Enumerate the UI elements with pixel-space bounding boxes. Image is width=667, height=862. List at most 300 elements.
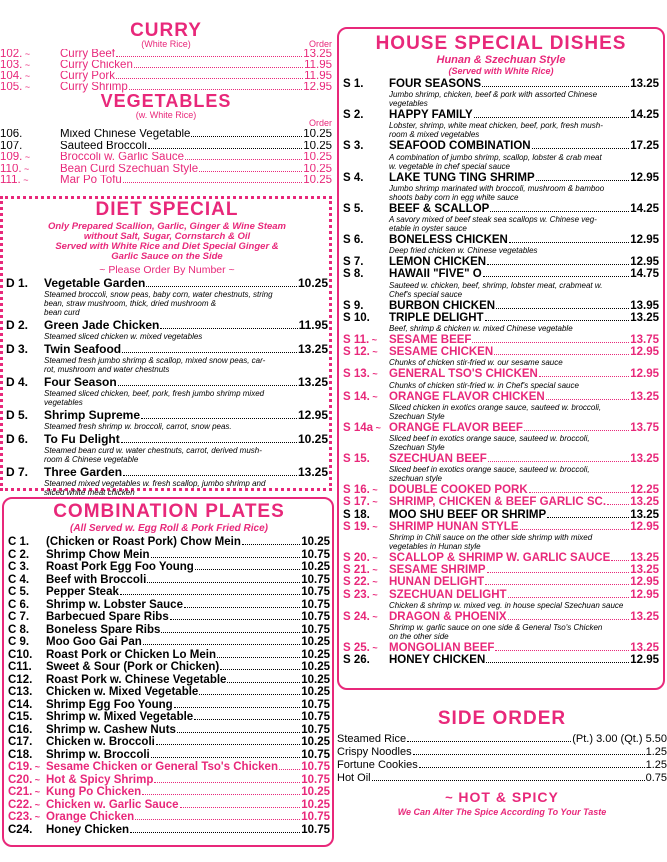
item-code-text: S 19. (343, 520, 370, 533)
item-price: 12.95 (630, 346, 659, 359)
menu-item-row (343, 642, 659, 654)
menu-item-row (6, 376, 328, 389)
desc-line: Steamed mixed vegetables w. fresh scallop, jumbo shrimp and (44, 479, 266, 488)
item-code-text: C 3. (8, 561, 30, 573)
item-price: 10.75 (301, 598, 330, 611)
menu-item-row (343, 109, 659, 121)
item-code (343, 334, 389, 346)
item-name: Shrimp Chow Mein (46, 548, 150, 561)
desc-line: Chicken & shrimp w. mixed veg. in house special Szechuan sauce (389, 600, 624, 610)
item-code (6, 319, 44, 331)
leader-dots (185, 159, 302, 160)
item-code-text: S 23. (343, 588, 370, 601)
item-code-text: S 10. (343, 311, 370, 324)
menu-item-row (343, 256, 659, 268)
item-price: 10.25 (301, 636, 330, 648)
item-price: 10.75 (301, 811, 330, 823)
desc-line: bean, straw mushroom, thick, dried mushroom & (44, 299, 217, 308)
item-code (343, 422, 389, 434)
menu-item-row (337, 746, 667, 759)
desc-line: Lobster, shrimp, white meat chicken, beef, pork, fresh mush- (389, 121, 603, 131)
menu-item-row (8, 549, 330, 562)
item-price: 1.25 (645, 759, 667, 771)
menu-item-row (343, 576, 659, 588)
desc-line: Steamed bean curd w. water chestnuts, carrot, derived mush- (44, 446, 262, 455)
item-code (343, 589, 389, 601)
item-name: MOO SHU BEEF OR SHRIMP (389, 508, 547, 521)
right-column (337, 0, 667, 862)
item-name: SHRIMP HUNAN STYLE (389, 520, 519, 533)
item-name: Shrimp Supreme (44, 409, 141, 422)
leader-dots (508, 597, 630, 598)
item-code-text: S 17. (343, 496, 370, 509)
menu-item-row (343, 589, 659, 601)
house-special-title: HOUSE SPECIAL DISHES (375, 33, 627, 54)
menu-item-row (343, 234, 659, 246)
item-name: Beef with Broccoli (46, 573, 147, 586)
order-label: Order (308, 118, 332, 128)
item-code-text: 105. (0, 82, 23, 93)
item-price: 10.25 (301, 686, 330, 698)
item-name: Pepper Steak (46, 586, 119, 598)
item-code (8, 649, 46, 662)
leader-dots (142, 794, 300, 795)
item-code-text: S 12. (343, 346, 370, 359)
item-code (8, 699, 46, 712)
leader-dots (135, 819, 300, 820)
item-price: 10.75 (301, 573, 330, 586)
item-description (6, 446, 328, 464)
item-name: Chicken w. Broccoli (46, 736, 155, 748)
curl-icon: ~ (22, 82, 31, 92)
leader-dots (116, 56, 302, 57)
leader-dots (536, 180, 630, 181)
curl-icon: ~ (445, 790, 459, 805)
menu-item-row (343, 564, 659, 576)
item-name: SCALLOP & SHRIMP W. GARLIC SAUCE (389, 552, 611, 565)
item-name: Sweet & Sour (Pork or Chicken) (46, 661, 220, 673)
item-price: 10.25 (301, 661, 330, 673)
curl-icon: ~ (369, 643, 378, 654)
leader-dots (486, 662, 629, 663)
item-code-text: D 3. (6, 343, 29, 356)
item-price: 10.25 (303, 129, 332, 140)
combination-subtitle: (All Served w. Egg Roll & Pork Fried Rice) (69, 523, 268, 534)
item-code (0, 152, 60, 164)
vegetables-title: VEGETABLES (100, 91, 232, 111)
curl-icon: ~ (22, 49, 31, 59)
item-price: 10.75 (301, 548, 330, 561)
item-name: Shrimp w. Cashew Nuts (46, 723, 176, 736)
item-code-text: C11. (8, 661, 32, 673)
menu-item-row (8, 611, 330, 624)
item-code-text: 111. (0, 175, 21, 186)
item-name: Curry Chicken (60, 60, 133, 71)
menu-item-row (337, 733, 667, 746)
item-code-text: S 13. (343, 368, 370, 381)
item-code-text: C22. (8, 798, 33, 811)
item-name: DOUBLE COOKED PORK (389, 484, 528, 497)
item-code (6, 409, 44, 421)
menu-item-row (8, 824, 330, 837)
leader-dots (495, 650, 629, 651)
item-name: SESAME CHICKEN (389, 346, 494, 359)
item-name: BEEF & SCALLOP (389, 202, 490, 215)
item-name: Shrimp Egg Foo Young (46, 698, 173, 711)
item-name: LAKE TUNG TING SHRIMP (389, 171, 535, 184)
item-code (343, 234, 389, 246)
item-name: ORANGE FLAVOR BEEF (389, 421, 523, 434)
desc-line: Steamed sliced chicken, beef, pork, fresh jumbo shrimp mixed (44, 389, 265, 398)
item-description (343, 324, 659, 333)
menu-item-row (6, 343, 328, 356)
leader-dots (199, 694, 300, 695)
item-code-text: C 9. (8, 636, 30, 648)
item-code (8, 736, 46, 749)
leader-dots (141, 418, 297, 419)
item-code (8, 761, 46, 774)
curl-icon: ~ (369, 577, 378, 588)
item-code (343, 78, 389, 90)
item-name: Shrimp w. Mixed Vegetable (46, 711, 194, 723)
item-price: 12.95 (630, 234, 659, 247)
desc-line: Sauteed w. chicken, beef, shrimp, lobster meat, crabmeat w. (389, 280, 603, 290)
item-price: 10.25 (303, 175, 332, 186)
leader-dots (130, 832, 300, 833)
item-name: SZECHUAN DELIGHT (389, 588, 507, 601)
item-name: Chicken w. Garlic Sauce (46, 798, 179, 811)
order-label: Order (308, 39, 332, 49)
item-price: 17.25 (630, 140, 659, 153)
item-name: HAPPY FAMILY (389, 109, 473, 122)
leader-dots (174, 707, 301, 708)
leader-dots (483, 276, 630, 277)
menu-item-row (343, 334, 659, 346)
item-code-text: C19. (8, 761, 33, 773)
menu-item-row (8, 761, 330, 774)
menu-item-row (343, 484, 659, 496)
desc-line: Deep fried chicken w. Chinese vegetables (389, 246, 538, 256)
menu-item-row (0, 71, 332, 82)
item-code (6, 466, 44, 478)
item-code (343, 642, 389, 654)
desc-line: Sliced chicken in exotics orange sauce, sauteed w. broccoli, (389, 402, 602, 412)
item-code (8, 749, 46, 762)
item-code (8, 536, 46, 549)
curl-icon: ~ (32, 787, 41, 797)
menu-item-row (343, 422, 659, 434)
leader-dots (122, 352, 297, 353)
item-code-text: C 8. (8, 623, 30, 636)
leader-dots (148, 148, 302, 149)
item-name: Roast Pork Egg Foo Young (46, 561, 194, 573)
item-price: 10.25 (301, 648, 330, 661)
item-name: Mixed Chinese Vegetable (60, 129, 191, 140)
item-code (8, 686, 46, 699)
item-price: 10.25 (303, 140, 332, 152)
menu-item-row (343, 300, 659, 312)
item-price: 12.95 (630, 256, 659, 269)
item-code (8, 799, 46, 812)
item-name: Honey Chicken (46, 823, 130, 836)
item-price: 12.95 (630, 654, 659, 667)
leader-dots (170, 619, 301, 620)
item-code (0, 71, 60, 82)
menu-item-row (0, 60, 332, 71)
item-code-text: C 4. (8, 573, 30, 586)
desc-line: vegetables (44, 398, 83, 407)
leader-dots (161, 632, 300, 633)
menu-item-row (8, 811, 330, 824)
item-code (8, 636, 46, 649)
item-code (343, 496, 389, 508)
item-name: Shrimp w. Broccoli (46, 748, 150, 761)
menu-item-row (343, 521, 659, 533)
item-price: 10.75 (301, 723, 330, 736)
item-description (6, 332, 328, 341)
item-name: Twin Seafood (44, 343, 122, 356)
item-price: 13.25 (297, 343, 328, 356)
item-code (343, 172, 389, 184)
item-code-text: S 14a (343, 421, 374, 434)
item-code (0, 141, 60, 153)
item-price: 10.25 (301, 736, 330, 748)
item-code (343, 346, 389, 358)
item-code-text: S 5. (343, 202, 364, 215)
item-price: 13.25 (630, 78, 659, 90)
item-name: Broccoli w. Garlic Sauce (60, 152, 184, 163)
item-code-text: S 15. (343, 453, 370, 466)
leader-dots (143, 644, 300, 645)
house-special-section (343, 33, 659, 666)
item-code (6, 433, 44, 445)
menu-item-row (0, 141, 332, 153)
menu-item-row (337, 772, 667, 785)
menu-item-row (0, 152, 332, 164)
leader-dots (180, 807, 301, 808)
item-price: 10.25 (301, 536, 330, 548)
menu-item-row (8, 636, 330, 649)
item-price: 13.25 (630, 453, 659, 466)
item-name: Roast Pork w. Chinese Vegetable (46, 673, 227, 686)
leader-dots (160, 328, 297, 329)
item-code-text: S 8. (343, 268, 364, 281)
curl-icon: ~ (21, 163, 30, 174)
item-price: 10.75 (301, 611, 330, 623)
item-code-text: C21. (8, 786, 33, 798)
desc-line: Steamed fresh shrimp w. broccoli, carrot, snow peas. (44, 422, 232, 431)
item-description (343, 403, 659, 421)
leader-dots (123, 475, 297, 476)
item-name: SEAFOOD COMBINATION (389, 140, 531, 153)
vegetables-subtitle: (w. White Rice) (135, 110, 197, 120)
leader-dots (134, 67, 303, 68)
leader-dots (154, 782, 300, 783)
leader-dots (194, 719, 300, 720)
menu-item-row (343, 268, 659, 280)
diet-intro-line: Garlic Sauce on the Side (111, 251, 223, 262)
menu-item-row (0, 129, 332, 141)
desc-line: room & Chinese vegetable (44, 455, 139, 464)
item-price: 12.95 (303, 82, 332, 93)
desc-line: Jumbo shrimp marinated with broccoli, mushroom & bamboo (389, 183, 605, 193)
curry-subtitle: (White Rice) (141, 39, 191, 49)
item-price: 14.25 (630, 202, 659, 215)
item-name: Hot Oil (337, 772, 371, 784)
item-name: SESAME BEEF (389, 334, 472, 347)
item-description (343, 121, 659, 139)
item-name: Four Season (44, 376, 117, 389)
item-code (8, 724, 46, 737)
leader-dots (607, 504, 629, 505)
item-code (343, 391, 389, 403)
curry-section (0, 22, 332, 93)
item-price: 12.95 (630, 520, 659, 533)
item-description (343, 184, 659, 202)
menu-item-row (343, 391, 659, 403)
diet-intro-line: Served with White Rice and Diet Special Ginger & (55, 241, 279, 252)
item-code (343, 203, 389, 215)
leader-dots (485, 320, 630, 321)
desc-line: Sliced beef in exotics orange sauce, sauteed w. broccoli, (389, 434, 590, 444)
item-code (343, 368, 389, 380)
leader-dots (407, 741, 571, 742)
item-price: 13.75 (630, 334, 659, 347)
diet-intro-line: without Salt, Sugar, Cornstarch & Oil (83, 231, 251, 242)
item-price: 12.95 (630, 588, 659, 601)
item-code (8, 786, 46, 799)
curl-icon: ~ (20, 175, 29, 185)
leader-dots (508, 619, 630, 620)
menu-item-row (343, 346, 659, 358)
item-price: 13.25 (630, 390, 659, 403)
item-description (343, 281, 659, 299)
item-price: 12.95 (630, 576, 659, 589)
item-price: 11.95 (304, 71, 332, 82)
item-code-text: D 7. (6, 466, 29, 479)
menu-item-row (0, 175, 332, 187)
item-code (343, 268, 389, 280)
item-code-text: S 26. (343, 654, 370, 667)
item-description (343, 358, 659, 367)
item-description (6, 389, 328, 407)
item-price: 11.95 (298, 319, 328, 332)
item-price: 12.25 (630, 484, 659, 497)
item-code-text: S 7. (343, 256, 364, 269)
item-code-text: S 25. (343, 642, 370, 655)
desc-line: A savory mixed of beef steak sea scallops w. Chinese veg- (389, 215, 597, 225)
item-code (8, 624, 46, 637)
item-code (0, 129, 60, 141)
item-code (343, 312, 389, 324)
diet-special-section (6, 199, 328, 499)
item-price: 10.25 (303, 152, 332, 163)
item-code-text: S 24. (343, 610, 370, 623)
item-code (343, 453, 389, 465)
curl-icon: ~ (369, 347, 378, 358)
item-code-text: C 7. (8, 611, 30, 623)
leader-dots (419, 767, 645, 768)
menu-item-row (8, 649, 330, 662)
leader-dots (156, 744, 300, 745)
menu-item-row (8, 661, 330, 674)
item-code (343, 509, 389, 521)
item-name: LEMON CHICKEN (389, 256, 487, 269)
menu-item-row (337, 759, 667, 772)
menu-item-row (8, 799, 330, 812)
curl-icon: ~ (369, 565, 378, 576)
item-name: HONEY CHICKEN (389, 654, 486, 667)
item-name: HUNAN DELIGHT (389, 576, 485, 589)
item-price: 10.75 (301, 773, 330, 786)
leader-dots (227, 682, 300, 683)
menu-item-row (8, 674, 330, 687)
leader-dots (482, 86, 629, 87)
item-name: ORANGE FLAVOR CHICKEN (389, 390, 545, 403)
item-description (343, 533, 659, 551)
left-column (0, 0, 330, 862)
item-price: 1.25 (645, 746, 667, 758)
item-code (8, 674, 46, 687)
item-code-text: S 18. (343, 508, 370, 521)
leader-dots (195, 569, 300, 570)
diet-intro (6, 222, 328, 262)
leader-dots (496, 308, 629, 309)
item-code (343, 484, 389, 496)
item-name: Curry Shrimp (60, 82, 128, 93)
item-code (343, 256, 389, 268)
item-name: Sauteed Broccoli (60, 140, 147, 152)
leader-dots (121, 442, 297, 443)
curl-icon: ~ (32, 799, 41, 810)
desc-line: shoots baby corn in egg white sauce (389, 192, 519, 202)
menu-item-row (343, 78, 659, 90)
item-code-text: C 1. (8, 536, 30, 548)
menu-item-row (343, 654, 659, 666)
item-name: SESAME SHRIMP (389, 564, 486, 577)
leader-dots (177, 732, 300, 733)
menu-item-row (8, 749, 330, 762)
item-price: 13.25 (297, 376, 328, 389)
menu-item-row (8, 699, 330, 712)
item-code-text: C17. (8, 736, 33, 748)
desc-line: on the other side (389, 632, 449, 642)
menu-item-row (343, 140, 659, 152)
leader-dots (490, 211, 629, 212)
item-description (343, 90, 659, 108)
item-price: 10.75 (301, 748, 330, 761)
item-code-text: 107. (0, 140, 23, 152)
item-description (6, 479, 328, 497)
leader-dots (488, 461, 629, 462)
menu-item-row (8, 599, 330, 612)
curl-icon: ~ (369, 611, 378, 622)
item-description (343, 381, 659, 390)
house-subtitle-1: Hunan & Szechuan Style (436, 54, 566, 66)
item-description (343, 623, 659, 641)
side-order-title: SIDE ORDER (437, 708, 567, 729)
item-name: Moo Goo Gai Pan (46, 636, 142, 648)
item-name: DRAGON & PHOENIX (389, 610, 507, 623)
item-description (6, 422, 328, 431)
leader-dots (151, 757, 300, 758)
item-description (343, 465, 659, 483)
item-price: 13.25 (297, 466, 328, 479)
desc-line: sliced white meat chicken (44, 488, 135, 497)
item-description (343, 434, 659, 452)
leader-dots (487, 572, 630, 573)
item-name: FOUR SEASONS (389, 78, 482, 90)
